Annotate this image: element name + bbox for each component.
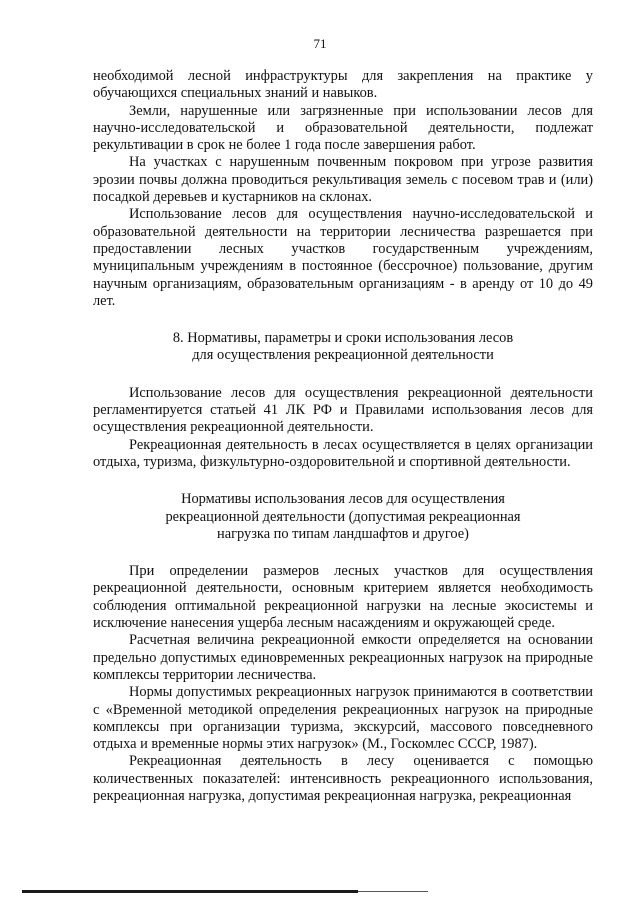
subheading-line-2: рекреационной деятельности (допустимая рекреационная bbox=[165, 508, 521, 525]
footer-rule-thin bbox=[358, 891, 428, 892]
paragraph-recreation-regulation: Использование лесов для осуществления рекреационной деятельности регламентируется статьей 41 ЛК РФ и Правилами использования лесов для осуществления рекреационной деятельности. bbox=[93, 384, 593, 436]
paragraph-plot-size-criteria: При определении размеров лесных участков для осуществления рекреационной деятельности, основным критерием является необходимость соблюдения оптимальной рекреационной нагрузки на лесные экосистемы и исключение нанесения ущерба лесным насаждениям и окружающей среде. bbox=[93, 563, 593, 632]
footer-rule bbox=[22, 890, 358, 893]
subheading-line-3: нагрузка по типам ландшафтов и другое) bbox=[217, 525, 469, 542]
paragraph-load-norms: Нормы допустимых рекреационных нагрузок принимаются в соответствии с «Временной методикой определения рекреационных нагрузок на природные комплексы при организации туризма, экскурсий, массового повседневного отдыха и временные нормы этих нагрузок» (М., Госкомлес СССР, 1987). bbox=[93, 684, 593, 753]
spacer bbox=[93, 543, 593, 563]
spacer bbox=[93, 471, 593, 491]
subheading-line-1: Нормативы использования лесов для осуществления bbox=[181, 491, 505, 508]
page-number: 71 bbox=[313, 36, 327, 51]
paragraph-recreation-capacity: Расчетная величина рекреационной емкости определяется на основании предельно допустимых единовременных рекреационных нагрузок на природные комплексы территории лесничества. bbox=[93, 632, 593, 683]
paragraph-land-reclamation: Земли, нарушенные или загрязненные при использовании лесов для научно-исследовательской и образовательной деятельности, подлежат рекультивации в срок не более 1 года после завершения работ. bbox=[93, 102, 593, 154]
paragraph-recreation-assessment: Рекреационная деятельность в лесу оценивается с помощью количественных показателей: интенсивность рекреационного использования, рекреационная нагрузка, допустимая рекреационная нагрузка, рекреационная bbox=[93, 753, 593, 804]
paragraph-recreation-purpose: Рекреационная деятельность в лесах осуществляется в целях организации отдыха, туризма, физкультурно-оздоровительной и спортивной деятельности. bbox=[93, 436, 593, 470]
page-body bbox=[93, 68, 593, 805]
section-heading-line-1: 8. Нормативы, параметры и сроки использования лесов bbox=[172, 330, 514, 347]
paragraph-research-use: Использование лесов для осуществления научно-исследовательской и образовательной деятельности на территории лесничества разрешается при предоставлении лесных участков государственным учреждениям, муниципальным учреждениям в постоянное (бессрочное) пользование, другим научным организациям, образовательным организациям - в аренду от 10 до 49 лет. bbox=[93, 206, 593, 309]
spacer bbox=[93, 310, 593, 330]
section-heading-line-2: для осуществления рекреационной деятельности bbox=[192, 347, 494, 364]
spacer bbox=[93, 365, 593, 385]
paragraph-soil-erosion: На участках с нарушенным почвенным покровом при угрозе развития эрозии почвы должна проводиться рекультивация земель с посевом трав и (или) посадкой деревьев и кустарников на склонах. bbox=[93, 154, 593, 206]
paragraph-continuation: необходимой лесной инфраструктуры для закрепления на практике у обучающихся специальных знаний и навыков. bbox=[93, 68, 593, 102]
